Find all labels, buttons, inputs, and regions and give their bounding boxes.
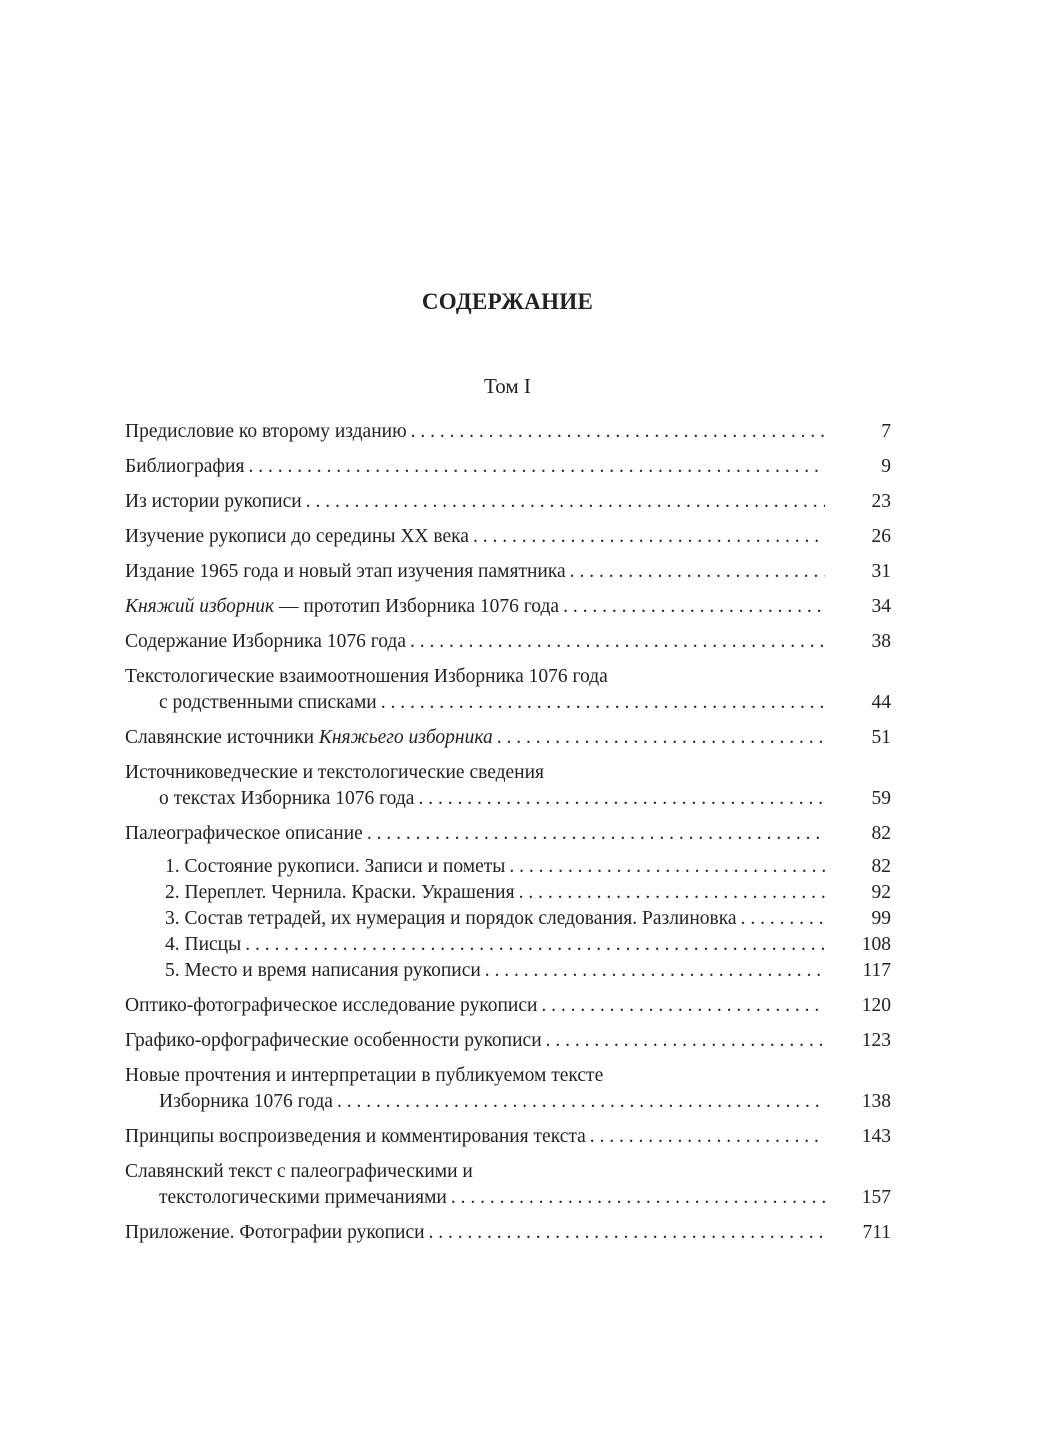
toc-entry[interactable] [125, 594, 891, 620]
toc-page-number: 138 [861, 1091, 891, 1112]
toc-entry-title: Издание 1965 года и новый этап изучения памятника [125, 561, 566, 582]
toc-page-number: 82 [871, 856, 891, 877]
toc-entry[interactable] [125, 760, 891, 812]
toc-subentry-title: 2. Переплет. Чернила. Краски. Украшения [165, 882, 515, 903]
toc-entry-title-continued: Изборника 1076 года [159, 1091, 333, 1112]
toc-page-number: 123 [861, 1030, 891, 1051]
toc-subentry[interactable] [125, 958, 891, 984]
toc-entry[interactable] [125, 1124, 891, 1150]
italic-title: Княжьего изборника [318, 727, 493, 748]
toc-page-number: 117 [862, 960, 891, 981]
page-title: СОДЕРЖАНИЕ [421, 289, 594, 314]
title-rest: — прототип Изборника 1076 года [274, 596, 560, 617]
toc-subentry-title: 4. Писцы [165, 934, 242, 955]
dot-leader [519, 880, 825, 906]
toc-entry-title: Текстологические взаимоотношения Изборника 1076 года [125, 666, 608, 687]
toc-page-number: 44 [871, 692, 891, 713]
toc-entry[interactable] [125, 629, 891, 655]
toc-entry-title: Славянский текст с палеографическими и [125, 1161, 473, 1182]
toc-page-number: 7 [881, 421, 891, 442]
dot-leader [410, 629, 825, 655]
table-of-contents [125, 419, 891, 1246]
toc-page-number: 92 [871, 882, 891, 903]
dot-leader [367, 821, 825, 847]
dot-leader [429, 1220, 825, 1246]
dot-leader [590, 1124, 825, 1150]
toc-subentry[interactable] [125, 932, 891, 958]
toc-entry-title: Содержание Изборника 1076 года [125, 631, 406, 652]
toc-entry[interactable] [125, 664, 891, 716]
toc-page-number: 157 [861, 1187, 891, 1208]
toc-page-number: 9 [881, 456, 891, 477]
italic-title: Княжий изборник [125, 596, 275, 617]
toc-entry-title-continued: с родственными списками [159, 692, 377, 713]
toc-entry-title: Принципы воспроизведения и комментирования текста [125, 1126, 586, 1147]
toc-entry[interactable] [125, 489, 891, 515]
dot-leader [541, 993, 825, 1019]
toc-entry[interactable] [125, 1159, 891, 1211]
toc-entry-title [125, 594, 563, 620]
toc-entry[interactable] [125, 559, 891, 585]
toc-entry-title: Приложение. Фотографии рукописи [125, 1222, 425, 1243]
toc-subentry-title: 5. Место и время написания рукописи [165, 960, 481, 981]
toc-entry[interactable] [125, 1220, 891, 1246]
toc-page-number: 99 [871, 908, 891, 929]
toc-page-number: 108 [861, 934, 891, 955]
toc-page-number: 31 [871, 561, 891, 582]
toc-entry-title: Из истории рукописи [125, 491, 302, 512]
toc-entry-title: Предисловие ко второму изданию [125, 421, 407, 442]
toc-entry[interactable] [125, 821, 891, 847]
dot-leader [337, 1089, 825, 1115]
dot-leader [509, 854, 825, 880]
toc-page-number: 711 [862, 1222, 891, 1243]
toc-page-number: 23 [871, 491, 891, 512]
toc-page-number: 51 [871, 727, 891, 748]
toc-entry[interactable] [125, 524, 891, 550]
dot-leader [245, 932, 825, 958]
toc-page-number: 82 [871, 823, 891, 844]
toc-entry-title: Новые прочтения и интерпретации в публикуемом тексте [125, 1065, 604, 1086]
toc-subentry[interactable] [125, 906, 891, 932]
toc-entry[interactable] [125, 1028, 891, 1054]
dot-leader [546, 1028, 825, 1054]
toc-subentry[interactable] [125, 854, 891, 880]
toc-entry-title-continued: о текстах Изборника 1076 года [159, 788, 415, 809]
title-start: Славянские источники [125, 727, 319, 748]
dot-leader [381, 690, 825, 716]
toc-entry[interactable] [125, 725, 891, 751]
dot-leader [411, 419, 825, 445]
toc-entry[interactable] [125, 454, 891, 480]
toc-entry[interactable] [125, 419, 891, 445]
dot-leader [473, 524, 825, 550]
toc-entry-title: Оптико-фотографическое исследование рукописи [125, 995, 538, 1016]
toc-entry[interactable] [125, 993, 891, 1019]
toc-page-number: 143 [861, 1126, 891, 1147]
toc-entry-title [125, 725, 497, 751]
dot-leader [418, 786, 825, 812]
toc-entry-title: Изучение рукописи до середины XX века [125, 526, 469, 547]
toc-page-number: 34 [871, 596, 891, 617]
toc-subentry-title: 3. Состав тетрадей, их нумерация и порядок следования. Разлиновка [165, 908, 737, 929]
volume-heading: Том I [484, 374, 531, 398]
dot-leader [248, 454, 825, 480]
toc-entry-title: Источниковедческие и текстологические сведения [125, 762, 545, 783]
toc-page-number: 120 [861, 995, 891, 1016]
toc-entry-title: Библиография [125, 456, 245, 477]
toc-subentry-title: 1. Состояние рукописи. Записи и пометы [165, 856, 506, 877]
toc-entry-title-continued: текстологическими примечаниями [159, 1187, 447, 1208]
dot-leader [451, 1185, 825, 1211]
dot-leader [485, 958, 825, 984]
toc-subentry[interactable] [125, 880, 891, 906]
dot-leader [306, 489, 825, 515]
dot-leader [570, 559, 825, 585]
toc-entry-title: Графико-орфографические особенности рукописи [125, 1030, 542, 1051]
toc-entry-title: Палеографическое описание [125, 823, 363, 844]
toc-page-number: 38 [871, 631, 891, 652]
toc-page-number: 26 [871, 526, 891, 547]
dot-leader [563, 594, 825, 620]
dot-leader [497, 725, 825, 751]
dot-leader [741, 906, 825, 932]
toc-entry[interactable] [125, 1063, 891, 1115]
toc-page-number: 59 [871, 788, 891, 809]
